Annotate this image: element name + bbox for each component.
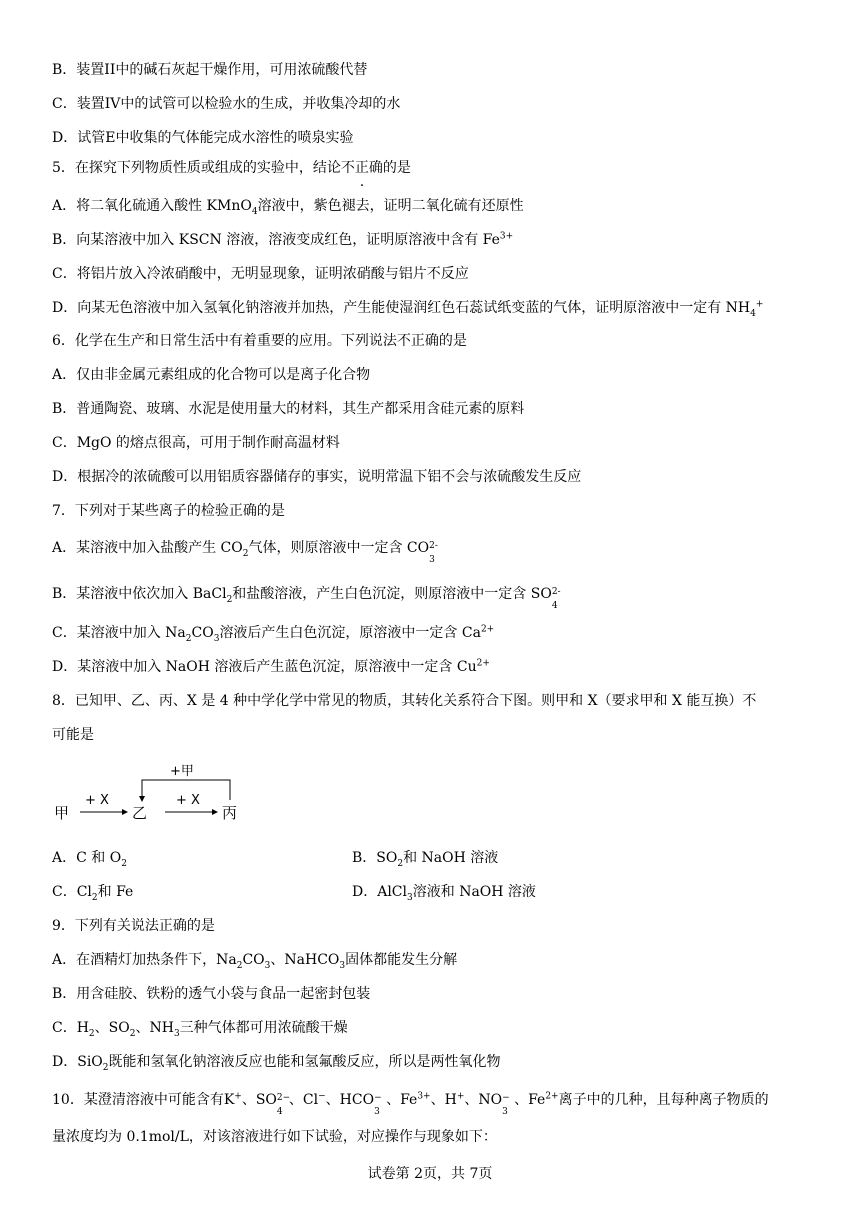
question-10-line1: 10．某澄清溶液中可能含有K+、SO 2− 4 、Cl−、HCO − 3 、$Fe^{3+}$、H+、NO − 3 、$Fe^{2+}$离子中的几种，且每种离子物质的	[52, 1091, 769, 1117]
q9-option-b: B．用含硅胶、铁粉的透气小袋与食品一起密封包装	[52, 986, 371, 1002]
arrow1-head	[122, 809, 128, 815]
arrow2-label: + X	[176, 793, 200, 808]
q9-option-a: A．在酒精灯加热条件下，$Na_2CO_3$、NaHCO$_3$固体都能发生分解	[52, 952, 458, 971]
q7-option-a: A．某溶液中加入盐酸产生 $CO_2$气体，则原溶液中一定含 CO 2- 3	[52, 540, 438, 565]
option-d-q4: D．试管E中收集的气体能完成水溶性的喷泉实验	[52, 130, 354, 146]
q6-option-a: A．仅由非金属元素组成的化合物可以是离子化合物	[52, 367, 371, 383]
question-10-line2: 量浓度均为 0.1mol/L，对该溶液进行如下试验，对应操作与现象如下：	[52, 1129, 497, 1145]
q9-option-d: D．SiO$_2$既能和氢氧化钠溶液反应也能和氢氟酸反应，所以是两性氧化物	[52, 1054, 501, 1073]
question-7: 7．下列对于某些离子的检验正确的是	[52, 503, 285, 519]
question-6: 6．化学在生产和日常生活中有着重要的应用。下列说法不正确的是	[52, 333, 467, 349]
node-yi: 乙	[132, 804, 148, 822]
q9-option-c: C．$H_2$、$SO_2$、$NH_3$三种气体都可用浓硫酸干燥	[52, 1020, 348, 1039]
q6-option-b: B．普通陶瓷、玻璃、水泥是使用量大的材料，其生产都采用含硅元素的原料	[52, 401, 525, 417]
q5-option-c: C．将铝片放入冷浓硝酸中，无明显现象，证明浓硝酸与铝片不反应	[52, 266, 469, 282]
ion-item: SO 2− 4	[255, 1092, 291, 1117]
node-jia: 甲	[54, 804, 70, 822]
q8-option-d: D．AlCl$_3$溶液和 NaOH 溶液	[352, 884, 536, 903]
ion-item: $Fe^{3+}$	[400, 1091, 431, 1108]
conversion-diagram	[52, 760, 252, 830]
return-head	[139, 796, 145, 802]
arrow2-head	[212, 809, 218, 815]
ion-item: Cl−	[302, 1091, 326, 1108]
ion-item: $Fe^{2+}$	[528, 1091, 559, 1108]
q8-option-c: C．$Cl_2$和 Fe	[52, 884, 134, 903]
page-footer: 试卷第 2页，共 7页	[367, 1166, 493, 1182]
arrow1-label: + X	[85, 793, 109, 808]
q5-emphasis: 不正确	[340, 160, 383, 176]
q5-option-b: B．向某溶液中加入 KSCN 溶液，溶液变成红色，证明原溶液中含有 $Fe^{3+}$	[52, 231, 514, 248]
q5-tail: 的是	[382, 160, 411, 176]
question-5	[52, 158, 411, 178]
q6-option-c: C．MgO 的熔点很高，可用于制作耐高温材料	[52, 435, 340, 451]
top-label: +甲	[170, 764, 194, 779]
ion-item: HCO − 3	[339, 1092, 382, 1117]
q6-option-d: D．根据冷的浓硫酸可以用铝质容器储存的事实，说明常温下铝不会与浓硫酸发生反应	[52, 469, 582, 485]
ion-list: K+、SO 2− 4 、Cl−、HCO − 3 、$Fe^{3+}$、H+、NO − 3 、$Fe^{2+}$	[223, 1091, 559, 1117]
question-8-line1: 8．已知甲、乙、丙、X 是 4 种中学化学中常见的物质，其转化关系符合下图。则甲和 X（要求甲和 X 能互换）不	[52, 693, 757, 709]
node-bing: 丙	[222, 804, 238, 822]
ion-item: K+	[223, 1091, 242, 1108]
q5-option-a: A．将二氧化硫通入酸性 KMnO$_4$溶液中，紫色褪去，证明二氧化硫有还原性	[52, 198, 524, 217]
q5-text: 5．在探究下列物质性质或组成的实验中，结论	[52, 160, 341, 176]
question-9: 9．下列有关说法正确的是	[52, 918, 215, 934]
option-c-q4: C．装置IV中的试管可以检验水的生成，并收集冷却的水	[52, 96, 401, 112]
q5-option-d: D．向某无色溶液中加入氢氧化钠溶液并加热，产生能使湿润红色石蕊试纸变蓝的气体，证明原溶液中一定有 $NH_4^+$	[52, 299, 764, 319]
q7-option-b: B．某溶液中依次加入 BaCl$_2$和盐酸溶液，产生白色沉淀，则原溶液中一定含 SO 2- 4	[52, 586, 561, 611]
ion-item: H+	[444, 1091, 465, 1108]
q8-option-a: A．C 和 $O_2$	[52, 850, 127, 869]
q7-option-c: C．某溶液中加入 $Na_2CO_3$溶液后产生白色沉淀，原溶液中一定含 $Ca^{2+}$	[52, 624, 495, 644]
q7-option-d: D．某溶液中加入 NaOH 溶液后产生蓝色沉淀，原溶液中一定含 $Cu^{2+}$	[52, 658, 490, 675]
ion-item: NO − 3	[478, 1092, 510, 1117]
option-b-q4: B．装置II中的碱石灰起干燥作用，可用浓硫酸代替	[52, 62, 368, 78]
q8-option-b: B．$SO_2$和 NaOH 溶液	[352, 850, 499, 869]
question-8-line2: 可能是	[52, 727, 94, 743]
